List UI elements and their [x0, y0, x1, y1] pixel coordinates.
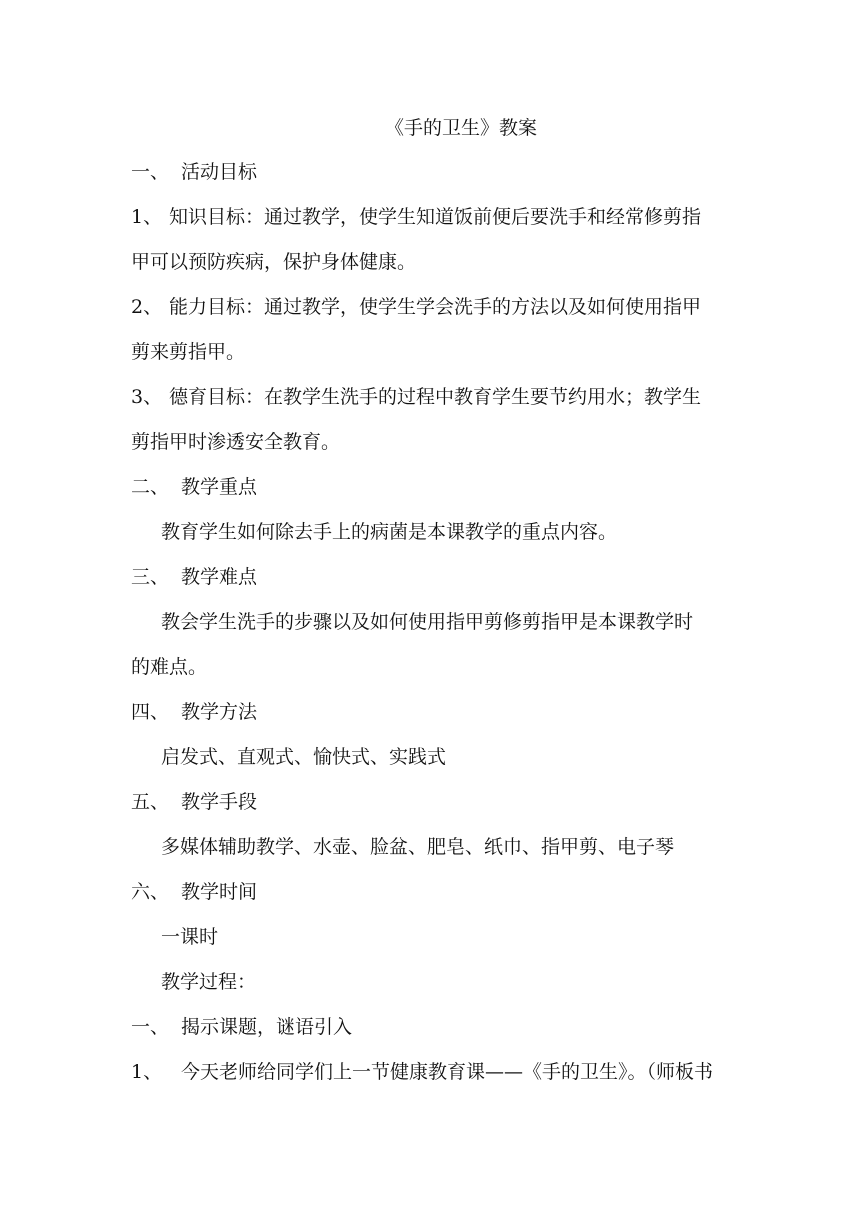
section-heading-goals	[131, 160, 257, 184]
document-title: 《手的卫生》教案	[385, 117, 538, 139]
section-text: 教学重点	[181, 476, 258, 498]
section-number: 一、	[131, 161, 170, 183]
paragraph-line: 甲可以预防疾病，保护身体健康。	[131, 251, 417, 273]
item-text: 能力目标：通过教学，使学生学会洗手的方法以及如何使用指甲	[169, 296, 702, 318]
list-item-intro-step	[131, 1060, 713, 1084]
section-number: 六、	[131, 881, 170, 903]
item-number: 1、	[131, 1061, 163, 1083]
paragraph-line: 教会学生洗手的步骤以及如何使用指甲剪修剪指甲是本课教学时	[161, 611, 694, 633]
paragraph-line: 一课时	[161, 926, 219, 948]
paragraph-line: 的难点。	[131, 656, 208, 678]
section-heading-key-points	[131, 475, 257, 499]
item-text: 今天老师给同学们上一节健康教育课——《手的卫生》。（师板书	[181, 1061, 714, 1083]
section-number: 一、	[131, 1016, 170, 1038]
section-number: 二、	[131, 476, 170, 498]
section-heading-methods	[131, 700, 257, 724]
section-text: 教学方法	[181, 701, 258, 723]
section-number: 三、	[131, 566, 170, 588]
list-item-ability-goal	[131, 295, 701, 319]
paragraph-line: 剪来剪指甲。	[131, 341, 246, 363]
section-text: 教学难点	[181, 566, 258, 588]
section-text: 教学时间	[181, 881, 258, 903]
list-item-moral-goal	[131, 385, 701, 409]
section-heading-intro	[131, 1015, 352, 1039]
section-heading-means	[131, 790, 257, 814]
section-text: 教学手段	[181, 791, 258, 813]
section-heading-time	[131, 880, 257, 904]
section-number: 五、	[131, 791, 170, 813]
paragraph-line: 启发式、直观式、愉快式、实践式	[161, 746, 447, 768]
paragraph-line: 剪指甲时渗透安全教育。	[131, 431, 341, 453]
item-text: 知识目标：通过教学，使学生知道饭前便后要洗手和经常修剪指	[169, 206, 702, 228]
item-text: 德育目标：在教学生洗手的过程中教育学生要节约用水；教学生	[169, 386, 702, 408]
section-text: 揭示课题，谜语引入	[181, 1016, 353, 1038]
section-heading-difficulties	[131, 565, 257, 589]
paragraph-line: 多媒体辅助教学、水壶、脸盆、肥皂、纸巾、指甲剪、电子琴	[161, 836, 675, 858]
item-number: 3、	[131, 386, 163, 408]
paragraph-line: 教育学生如何除去手上的病菌是本课教学的重点内容。	[161, 521, 618, 543]
section-text: 活动目标	[181, 161, 258, 183]
list-item-knowledge-goal	[131, 205, 701, 229]
section-number: 四、	[131, 701, 170, 723]
item-number: 1、	[131, 206, 163, 228]
item-number: 2、	[131, 296, 163, 318]
paragraph-line: 教学过程：	[161, 971, 257, 993]
